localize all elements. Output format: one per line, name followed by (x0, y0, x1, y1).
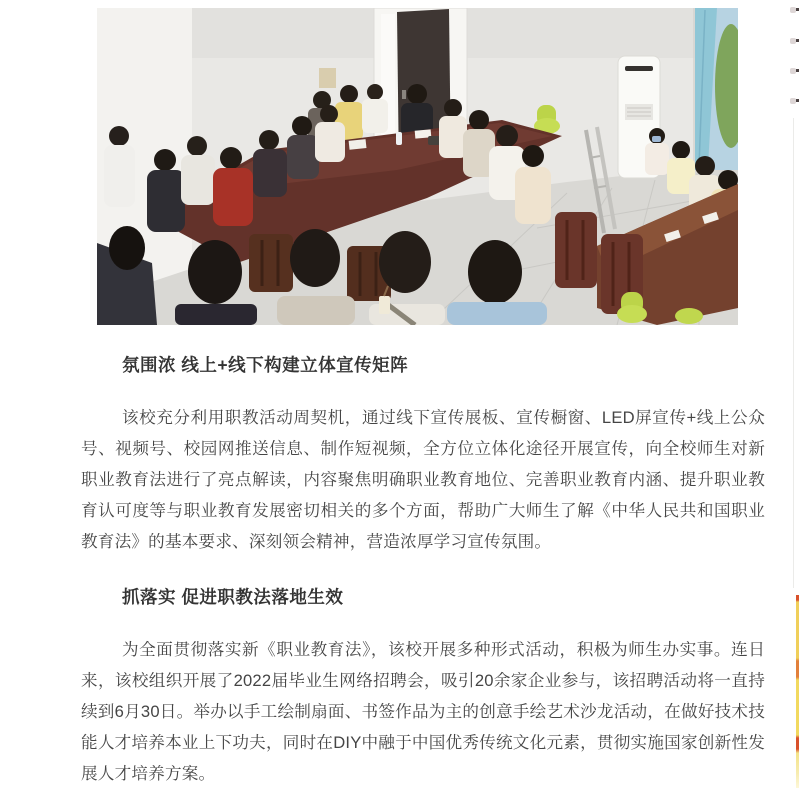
right-edge-cropped-mark (790, 97, 799, 105)
meeting-photo (97, 8, 738, 325)
section-paragraph-implementation: 为全面贯彻落实新《职业教育法》，该校开展多种形式活动，积极为师生办实事。连日来，该校组织开展了2022届毕业生网络招聘会，吸引20余家企业参与，该招聘活动将一直持续到6月30日。举办以手工绘制扇面、书签作品为主的创意手绘艺术沙龙活动，在做好技术技能人才培养本业上下功夫，同时在DIY中融于中国优秀传统文化元素，贯彻实施国家创新性发展人才培养方案。 (81, 640, 765, 783)
wall-sign (319, 68, 336, 88)
right-edge-divider-line (793, 118, 794, 588)
section-heading-implementation: 抓落实 促进职教法落地生效 (122, 587, 344, 607)
right-edge-cropped-mark (790, 37, 799, 45)
article-body (81, 325, 765, 788)
window-and-curtain (695, 8, 738, 170)
right-edge-cropped-mark (790, 67, 799, 75)
section-paragraph-publicity: 该校充分利用职教活动周契机，通过线下宣传展板、宣传橱窗、LED屏宣传+线上公众号、视频号、校园网推送信息、制作短视频，全方位立体化途径开展宣传，向全校师生对新职业教育法进行了亮点解读，内容聚焦明确职业教育地位、完善职业教育内涵、提升职业教育认可度等与职业教育发展密切相关的多个方面，帮助广大师生了解《中华人民共和国职业教育法》的基本要求、深刻领会精神，营造浓厚学习宣传氛围。 (81, 408, 765, 551)
section-heading-publicity: 氛围浓 线上+线下构建立体宣传矩阵 (122, 355, 409, 375)
meeting-photo-illustration (97, 8, 738, 325)
right-edge-cropped-mark (790, 6, 799, 14)
